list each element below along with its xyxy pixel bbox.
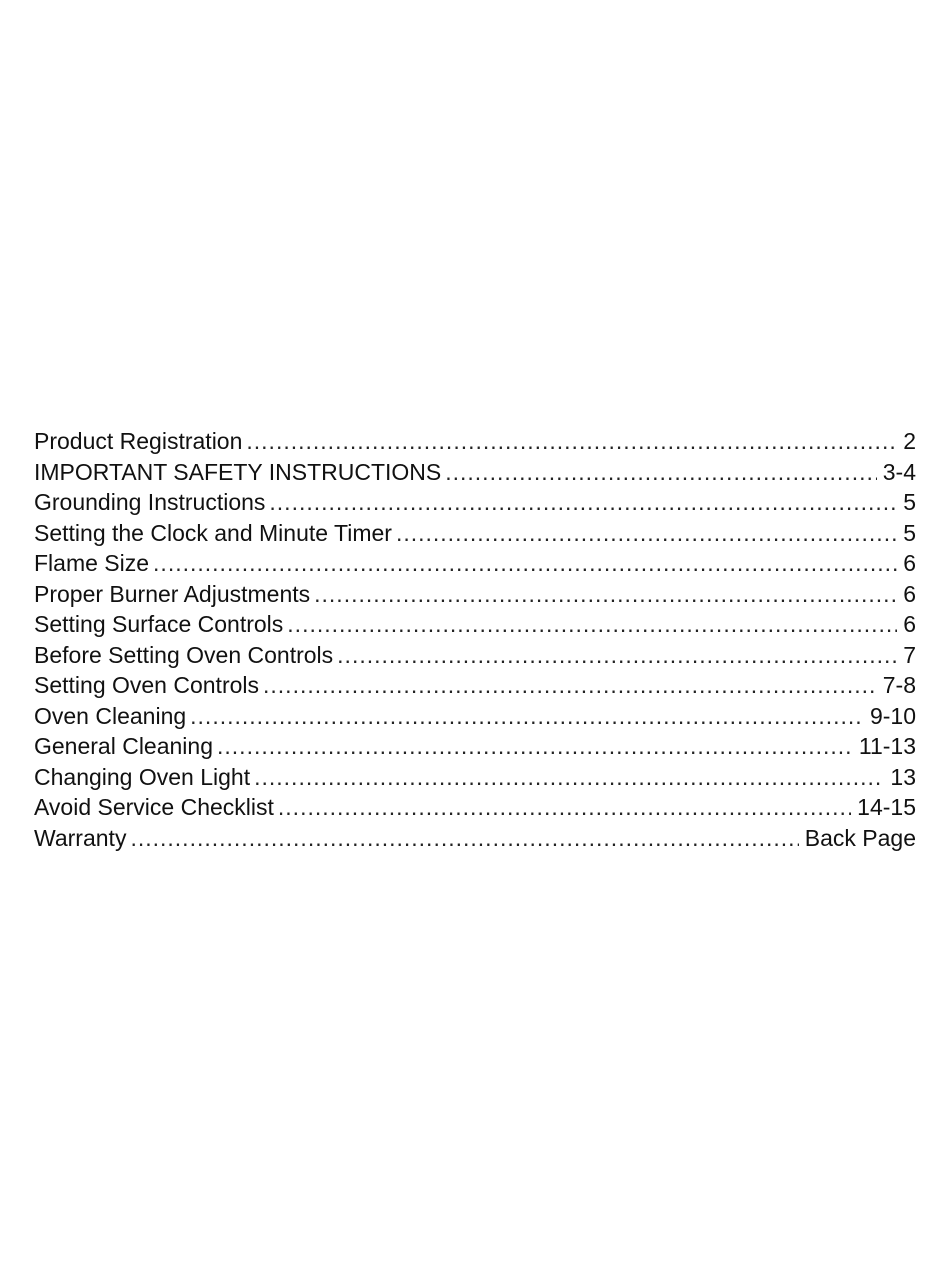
dot-leader [217,731,853,762]
toc-entry [34,670,916,701]
toc-entry-page: Back Page [804,824,916,851]
toc-entry-title: Avoid Service Checklist [34,794,274,820]
toc-entry [34,457,916,488]
toc-entry-title: Flame Size [34,550,150,576]
toc-entry-title: Warranty [34,824,127,851]
dot-leader [130,823,798,854]
toc-entry [34,792,916,823]
toc-entry-title: Setting Surface Controls [34,611,284,637]
toc-entry [34,548,916,579]
toc-entry-title: Changing Oven Light [34,763,251,790]
toc-entry-page: 6 [903,550,916,576]
toc-entry [34,762,916,793]
toc-entry-title: Setting the Clock and Minute Timer [34,519,392,546]
toc-entry-page: 6 [903,580,916,607]
toc-entry-page: 11-13 [858,733,916,759]
toc-entry-page: 6 [903,611,916,637]
dot-leader [337,640,897,671]
dot-leader [246,426,897,457]
dot-leader [396,518,897,549]
toc-entry-title: Before Setting Oven Controls [34,641,334,668]
toc-entry [34,609,916,640]
toc-entry-title: Proper Burner Adjustments [34,580,311,607]
dot-leader [263,670,877,701]
toc-entry-page: 13 [890,763,916,790]
toc-entry-title: Setting Oven Controls [34,672,260,698]
dot-leader [287,609,897,640]
toc-entry-title: IMPORTANT SAFETY INSTRUCTIONS [34,458,442,485]
toc-entry-page: 5 [903,489,916,515]
toc-entry-page: 9-10 [869,702,916,729]
toc-entry-title: Grounding Instructions [34,489,266,515]
dot-leader [314,579,897,610]
toc-entry-title: Product Registration [34,428,243,454]
table-of-contents [34,426,916,853]
toc-entry [34,640,916,671]
toc-entry-page: 5 [903,519,916,546]
toc-entry [34,823,916,854]
dot-leader [278,792,851,823]
toc-entry [34,487,916,518]
toc-entry-page: 7-8 [882,672,916,698]
dot-leader [445,457,877,488]
toc-entry-page: 2 [903,428,916,454]
toc-entry-page: 14-15 [857,794,916,820]
dot-leader [269,487,897,518]
toc-entry [34,518,916,549]
toc-entry-page: 3-4 [882,458,916,485]
toc-entry [34,731,916,762]
toc-entry [34,426,916,457]
toc-entry [34,579,916,610]
dot-leader [254,762,884,793]
toc-entry [34,701,916,732]
toc-entry-page: 7 [903,641,916,668]
toc-entry-title: General Cleaning [34,733,214,759]
dot-leader [153,548,897,579]
dot-leader [190,701,864,732]
toc-entry-title: Oven Cleaning [34,702,187,729]
